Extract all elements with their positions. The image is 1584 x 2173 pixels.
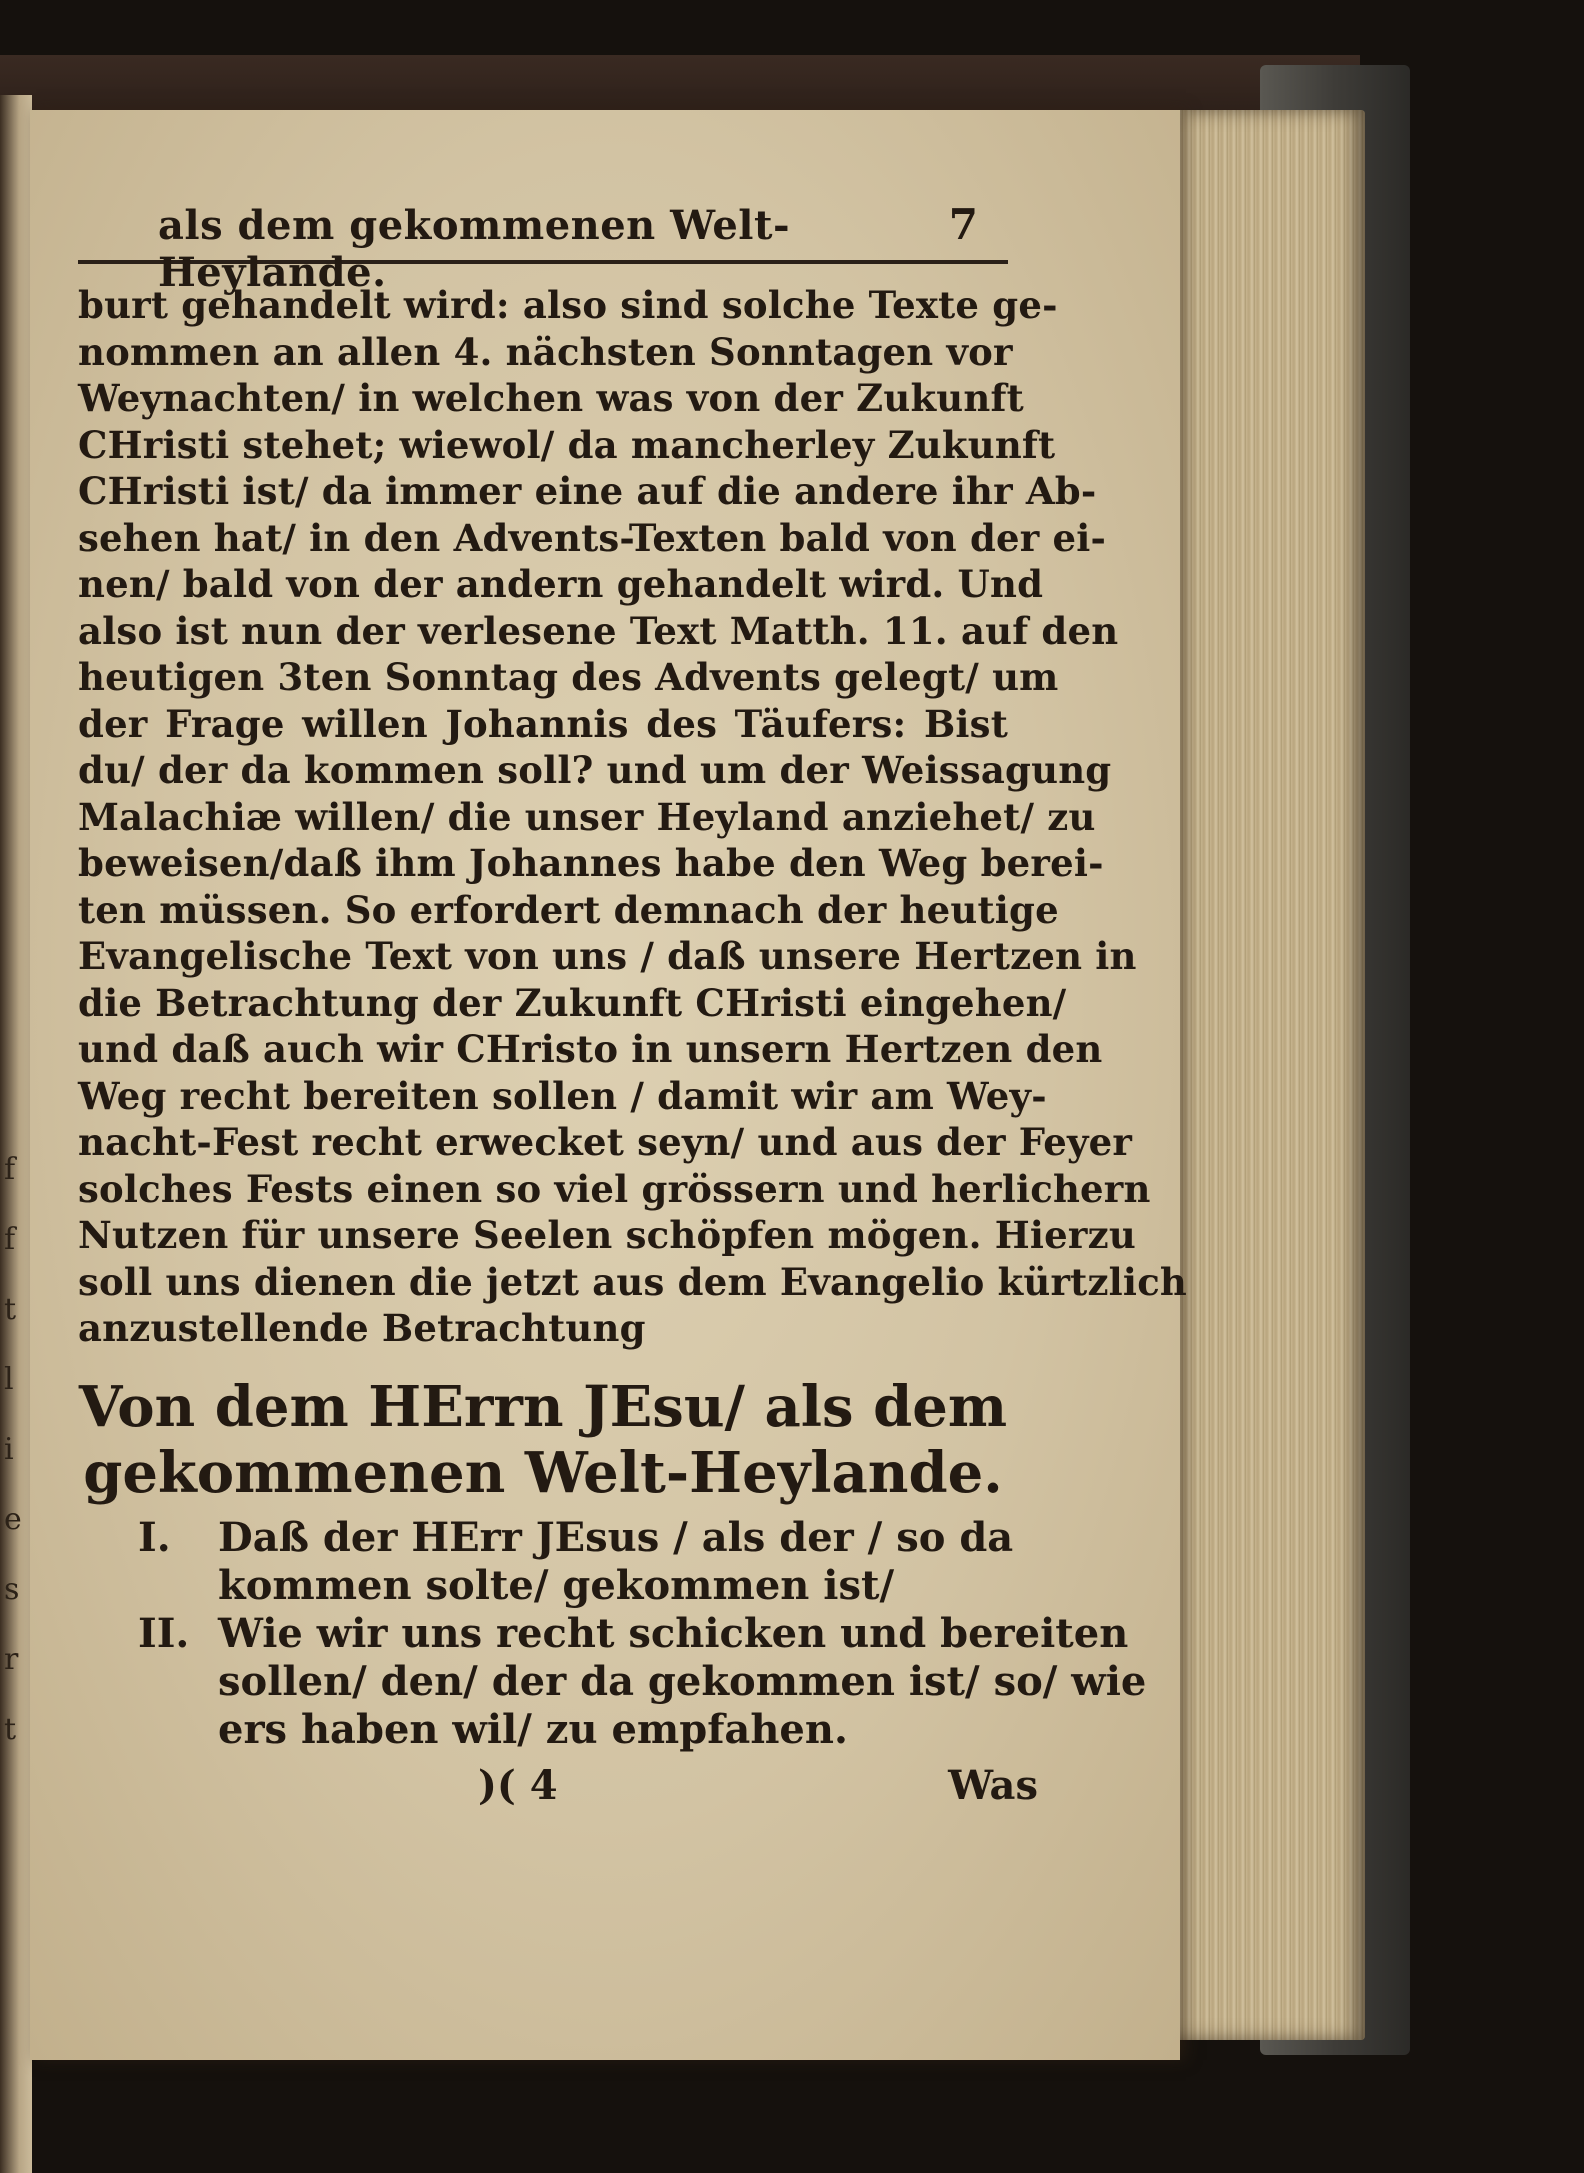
fragment: s bbox=[4, 1572, 20, 1607]
fragment: f bbox=[4, 1222, 16, 1257]
section-heading bbox=[78, 1374, 1008, 1506]
left-page-fragments bbox=[4, 95, 30, 2173]
text-line: beweisen/daß ihm Johannes habe den Weg berei- bbox=[78, 841, 1104, 885]
fragment: t bbox=[4, 1292, 17, 1327]
division-line: kommen solte/ gekommen ist/ bbox=[218, 1561, 895, 1609]
fragment: i bbox=[4, 1432, 14, 1467]
text-line: der Frage willen Johannis des Täufers: Bist bbox=[78, 701, 1008, 746]
text-line: solches Fests einen so viel grössern und herlichern bbox=[78, 1166, 1151, 1211]
text-line: CHristi stehet; wiewol/ da mancherley Zukunft bbox=[78, 422, 1056, 467]
catchword: Was bbox=[948, 1761, 1038, 1809]
division-number: II. bbox=[138, 1609, 190, 1657]
fragment: r bbox=[4, 1642, 19, 1677]
text-line: soll uns dienen die jetzt aus dem Evangelio kürtzlich bbox=[78, 1259, 1188, 1304]
page-footer bbox=[78, 1758, 1038, 1818]
text-line: nommen an allen 4. nächsten Sonntagen vor bbox=[78, 329, 1013, 374]
text-line: also ist nun der verlesene Text Matth. 11. auf den bbox=[78, 608, 1119, 653]
fragment: l bbox=[4, 1362, 14, 1397]
text-line: Weg recht bereiten sollen / damit wir am Wey- bbox=[78, 1073, 1047, 1118]
page-edges-block bbox=[1165, 110, 1365, 2040]
signature-mark: )( 4 bbox=[478, 1761, 558, 1809]
division-item-2 bbox=[78, 1609, 1147, 1754]
division-line: Daß der HErr JEsus / als der / so da bbox=[218, 1513, 1014, 1561]
fragment: t bbox=[4, 1712, 17, 1747]
fragment: e bbox=[4, 1502, 22, 1537]
heading-line-1: Von dem HErrn JEsu/ als dem bbox=[78, 1373, 1008, 1440]
text-line: sehen hat/ in den Advents-Texten bald von der ei- bbox=[78, 515, 1107, 560]
division-line: Wie wir uns recht schicken und bereiten bbox=[218, 1609, 1129, 1657]
text-line: nen/ bald von der andern gehandelt wird. Und bbox=[78, 562, 1044, 606]
text-line: ten müssen. So erfordert demnach der heutige bbox=[78, 887, 1059, 932]
text-line: CHristi ist/ da immer eine auf die andere ihr Ab- bbox=[78, 469, 1097, 513]
body-text bbox=[78, 282, 1188, 1352]
book-page bbox=[30, 110, 1188, 2060]
text-line: Nutzen für unsere Seelen schöpfen mögen. Hierzu bbox=[78, 1213, 1136, 1257]
sermon-division bbox=[78, 1513, 1147, 1754]
division-number: I. bbox=[138, 1513, 171, 1561]
text-line: nacht-Fest recht erwecket seyn/ und aus der Feyer bbox=[78, 1120, 1133, 1164]
page-number: 7 bbox=[948, 200, 978, 249]
text-line: du/ der da kommen soll? und um der Weissagung bbox=[78, 748, 1112, 792]
division-line: sollen/ den/ der da gekommen ist/ so/ wie bbox=[218, 1657, 1147, 1705]
text-line: die Betrachtung der Zukunft CHristi eingehen/ bbox=[78, 980, 1067, 1025]
fragment: f bbox=[4, 1152, 16, 1187]
page-text-block bbox=[78, 190, 1188, 1818]
heading-line-2: gekommenen Welt-Heylande. bbox=[83, 1439, 1003, 1506]
text-line: heutigen 3ten Sonntag des Advents gelegt/ um bbox=[78, 655, 1059, 699]
text-line: und daß auch wir CHristo in unsern Hertzen den bbox=[78, 1027, 1103, 1071]
text-line: Evangelische Text von uns / daß unsere Hertzen in bbox=[78, 934, 1137, 978]
text-line: Malachiæ willen/ die unser Heyland anziehet/ zu bbox=[78, 794, 1096, 839]
text-line: anzustellende Betrachtung bbox=[78, 1306, 646, 1350]
running-head bbox=[78, 190, 1008, 296]
text-line: burt gehandelt wird: also sind solche Texte ge- bbox=[78, 283, 1058, 327]
division-item-1 bbox=[78, 1513, 1014, 1610]
left-facing-page-sliver bbox=[0, 95, 32, 2173]
text-line: Weynachten/ in welchen was von der Zukunft bbox=[78, 376, 1024, 420]
division-line: ers haben wil/ zu empfahen. bbox=[218, 1705, 848, 1753]
running-title: als dem gekommenen Welt-Heylande. bbox=[158, 202, 791, 296]
